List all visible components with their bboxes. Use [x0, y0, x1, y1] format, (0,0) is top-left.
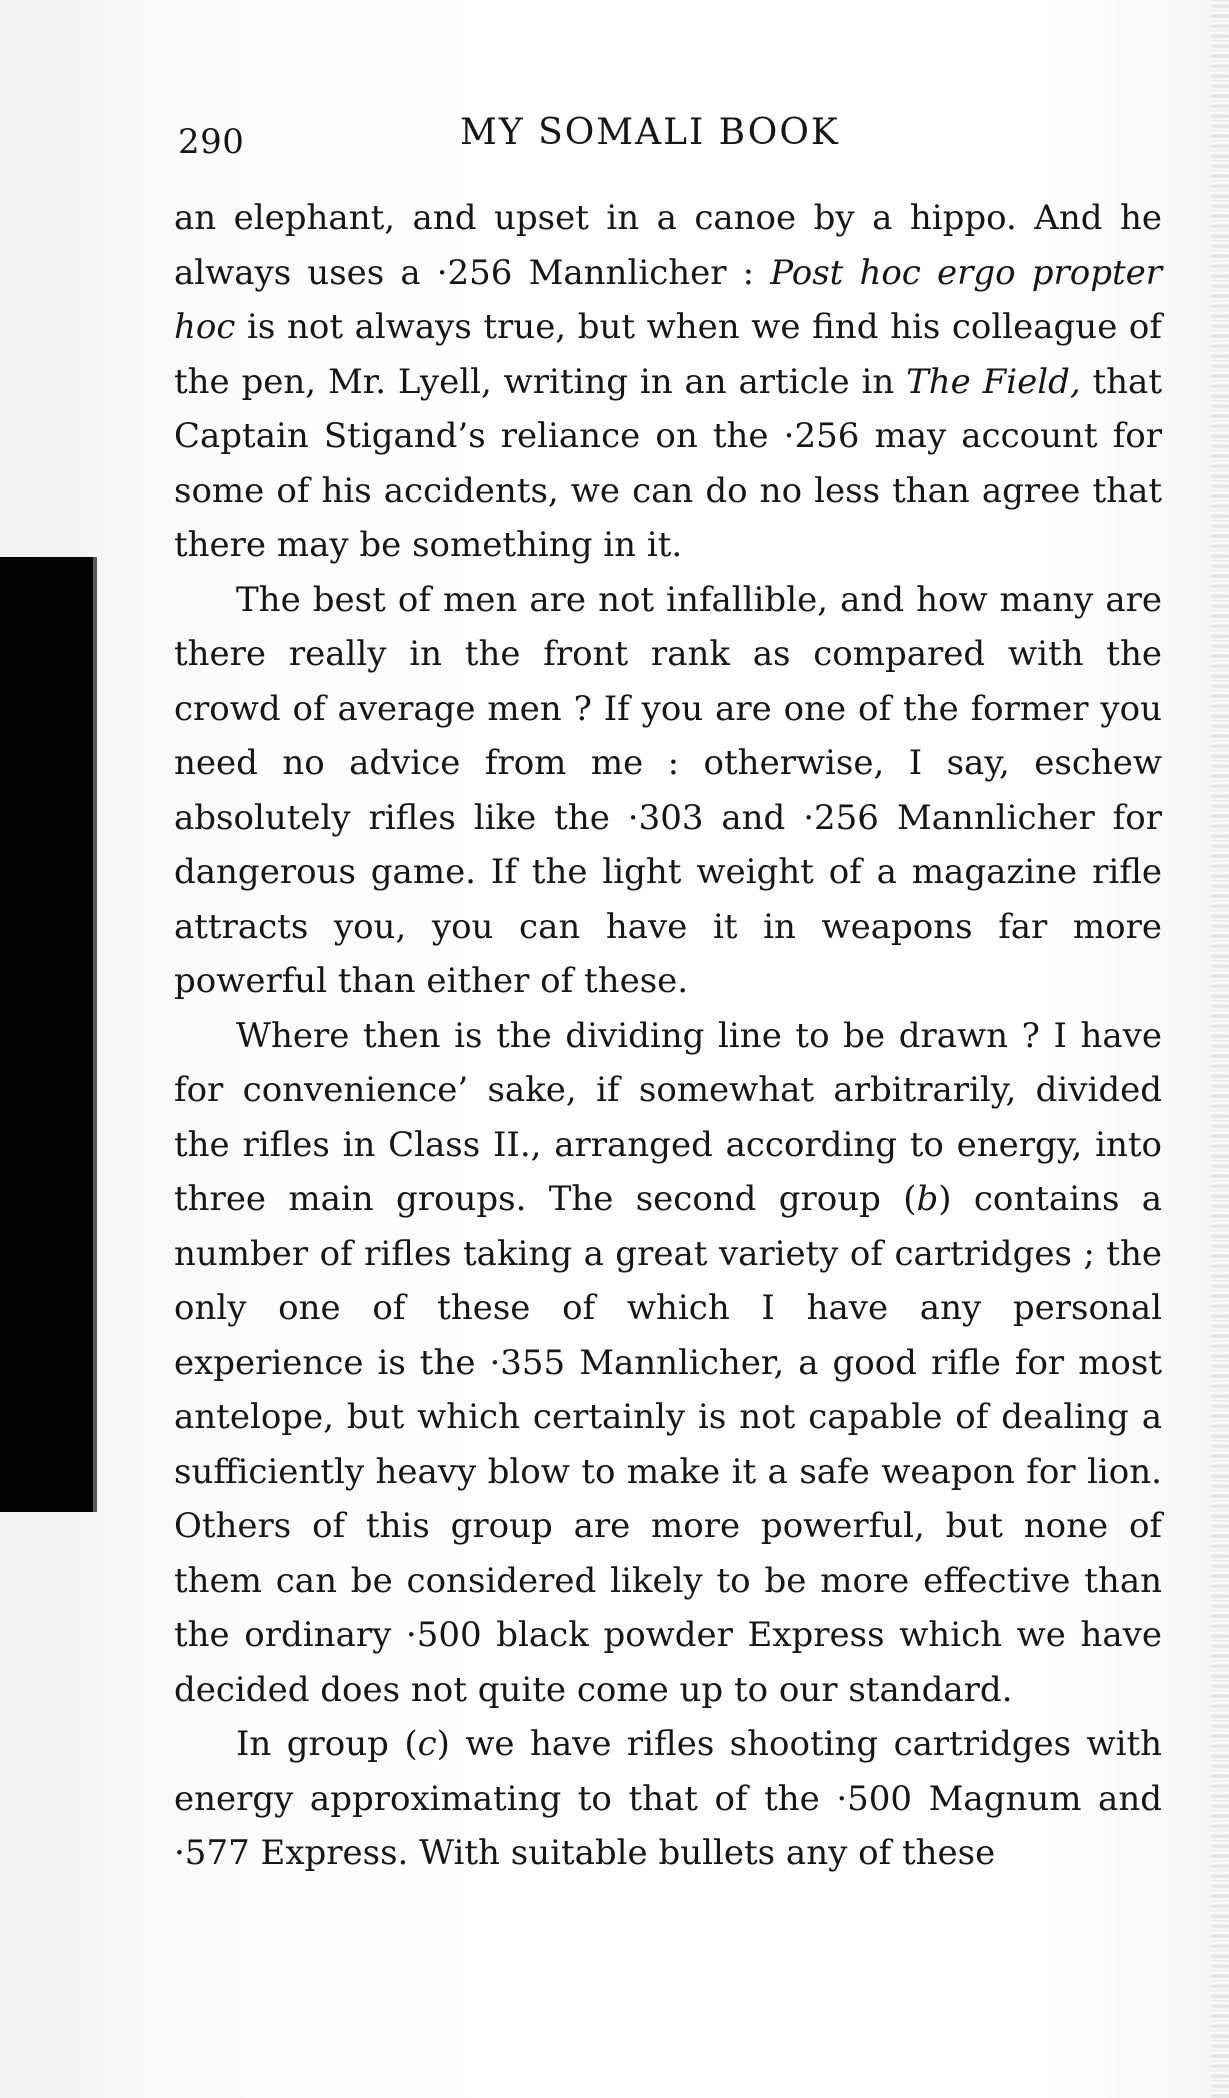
paragraph-1-text-a: an elephant, and upset in a canoe by a hippo. And he always uses a ·256 Mannlicher : [174, 198, 1162, 293]
paragraph-1-italic-latin: Post hoc ergo propter hoc [174, 252, 1163, 347]
paragraph-3-italic-letter: b [916, 1179, 939, 1219]
paragraph-2: The best of men are not infallible, and how many are there really in the front rank as compared with the crowd of average men ? If you are one of the former you need no advice from me : otherwise, I say, eschew absolutely rifles like the ·303 and ·256 Mannlicher for dangerous game. If the light weight of a magazine rifle attracts you, you can have it in weapons far more powerful than either of these. [174, 579, 1162, 1001]
paragraph-1 [174, 191, 1162, 573]
paragraph-4-text-b: ) we have rifles shooting cartridges with energy approximating to that of the ·500 Magnum and ·577 Express. With suitable bullets any of these [174, 1724, 1163, 1873]
paragraph-3-text-b: ) contains a number of rifles taking a great variety of cartridges ; the only one of these of which I have any personal experience is the ·355 Mannlicher, a good rifle for most antelope, but which certainly is not capable of dealing a sufficiently heavy blow to make it a safe weapon for lion. Others of this group are more powerful, but none of them can be considered likely to be more effective than the ordinary ·500 black powder Express which we have decided does not quite come up to our standard. [174, 1179, 1162, 1710]
paragraph-4 [174, 1717, 1162, 1881]
black-page-tab [0, 557, 97, 1512]
paragraph-1-text-b: is not always true, but when we find his colleague of the pen, Mr. Lyell, writing in an article in [174, 307, 1162, 402]
paragraph-1-text-c: that Captain Stigand’s reliance on the ·256 may account for some of his accidents, we can do no less than agree that there may be something in it. [174, 361, 1162, 565]
paragraph-3-text-a: Where then is the dividing line to be drawn ? I have for convenience’ sake, if somewhat arbitrarily, divided the rifles in Class II., arranged according to energy, into three main groups. The second group ( [174, 1015, 1162, 1219]
paragraph-3 [174, 1009, 1162, 1718]
page-header [178, 112, 1160, 168]
paragraph-4-italic-letter: c [417, 1724, 437, 1764]
paragraph-1-italic-title: The Field, [906, 361, 1081, 402]
body-text [174, 191, 1162, 1881]
running-head: MY SOMALI BOOK [460, 112, 840, 153]
paragraph-4-text-a: In group ( [236, 1724, 418, 1764]
page-number: 290 [178, 122, 245, 162]
page-edge [1211, 0, 1229, 2098]
